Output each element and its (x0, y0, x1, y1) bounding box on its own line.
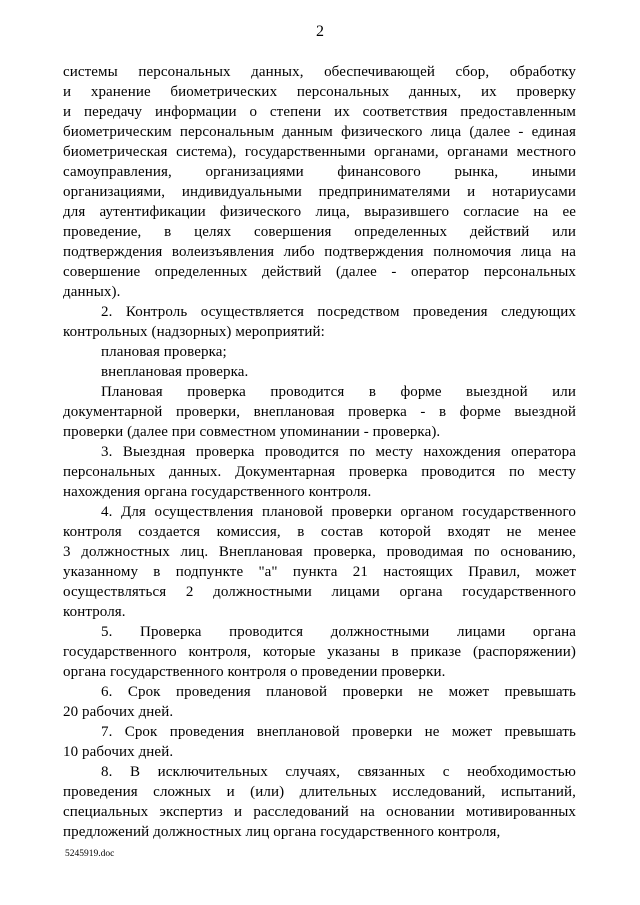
text-line: совершение определенных действий (далее - оператор персональных (63, 264, 576, 280)
text-line: системы персональных данных, обеспечивающей сбор, обработку (63, 64, 576, 80)
text-line: 8. В исключительных случаях, связанных с необходимостью (101, 764, 576, 780)
text-line: данных). (63, 284, 121, 300)
text-line: специальных экспертиз и расследований на основании мотивированных (63, 804, 576, 820)
text-line: и передачу информации о степени их соответствия предоставленным (63, 104, 576, 120)
text-line: 3. Выездная проверка проводится по месту нахождения оператора (101, 444, 576, 460)
text-line: Плановая проверка проводится в форме выездной или (101, 384, 576, 400)
text-line: 20 рабочих дней. (63, 704, 174, 720)
text-line: проведения сложных и (или) длительных исследований, испытаний, (63, 784, 576, 800)
text-line: подтверждения волеизъявления либо подтверждения полномочия лица на (63, 244, 576, 260)
text-line: внеплановая проверка. (101, 364, 249, 380)
text-line: проверки (далее при совместном упоминании - проверка). (63, 424, 441, 440)
text-line: документарной проверки, внеплановая проверка - в форме выездной (63, 404, 576, 420)
text-line: 7. Срок проведения внеплановой проверки не может превышать (101, 724, 576, 740)
text-line: осуществляться 2 должностными лицами органа государственного (63, 584, 576, 600)
text-line: проведение, в целях совершения определенных действий или (63, 224, 576, 240)
text-line: организациями, индивидуальными предпринимателями и нотариусами (63, 184, 576, 200)
text-line: для аутентификации физического лица, выразившего согласие на ее (63, 204, 576, 220)
text-line: предложений должностных лиц органа государственного контроля, (63, 824, 501, 840)
text-line: 10 рабочих дней. (63, 744, 174, 760)
text-line: нахождения органа государственного контроля. (63, 484, 372, 500)
footer-filename: 5245919.doc (65, 849, 115, 859)
text-line: 5. Проверка проводится должностными лицами органа (101, 624, 576, 640)
text-line: 4. Для осуществления плановой проверки органом государственного (101, 504, 576, 520)
text-line: 3 должностных лиц. Внеплановая проверка, проводимая по основанию, (63, 544, 576, 560)
text-line: персональных данных. Документарная проверка проводится по месту (63, 464, 576, 480)
text-line: органа государственного контроля о проведении проверки. (63, 664, 446, 680)
page-number: 2 (316, 23, 324, 40)
text-line: контрольных (надзорных) мероприятий: (63, 324, 325, 340)
document-body (63, 62, 576, 842)
text-line: биометрическая система), государственными органами, органами местного (63, 144, 576, 160)
text-line: самоуправления, организациями финансового рынка, иными (63, 164, 576, 180)
text-line: 2. Контроль осуществляется посредством проведения следующих (101, 304, 576, 320)
text-line: биометрическим персональным данным физического лица (далее - единая (63, 124, 576, 140)
text-line: плановая проверка; (101, 344, 227, 360)
text-line: государственного контроля, которые указаны в приказе (распоряжении) (63, 644, 576, 660)
text-line: и хранение биометрических персональных данных, их проверку (63, 84, 576, 100)
text-line: 6. Срок проведения плановой проверки не может превышать (101, 684, 576, 700)
text-line: указанному в подпункте "а" пункта 21 настоящих Правил, может (63, 564, 576, 580)
text-line: контроля создается комиссия, в состав которой входят не менее (63, 524, 576, 540)
text-line: контроля. (63, 604, 126, 620)
